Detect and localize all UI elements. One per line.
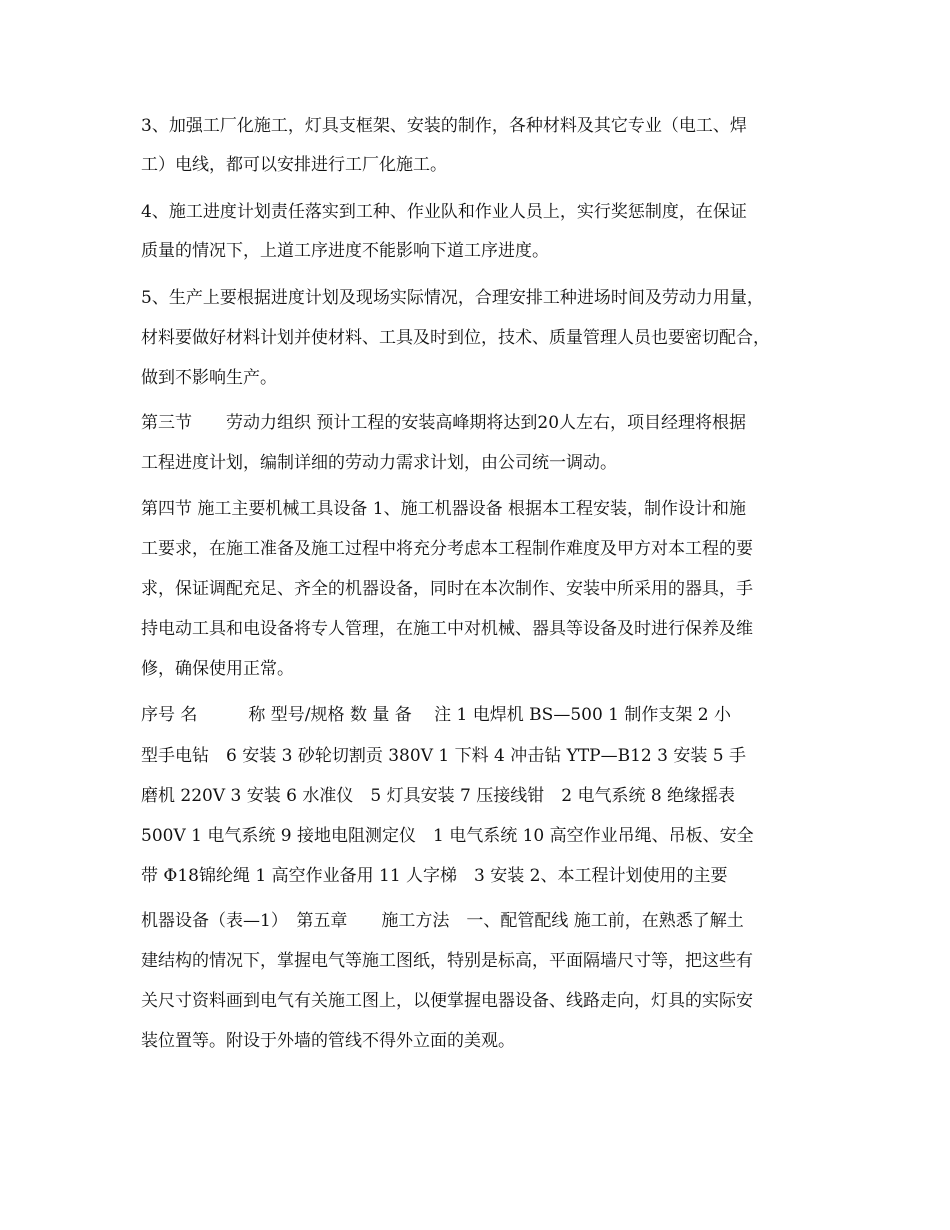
text-line: 材料要做好材料计划并使材料、工具及时到位，技术、质量管理人员也要密切配合， [141,328,770,348]
text-line: 序号 名 称 型号/规格 数 量 备 注 1 电焊机 BS—500 1 制作支架 2 小 [141,705,732,725]
text-line: 第四节 施工主要机械工具设备 1、施工机器设备 根据本工程安装，制作设计和施 [141,499,747,519]
text-line: 质量的情况下，上道工序进度不能影响下道工序进度。 [141,241,549,261]
text-line: 求，保证调配充足、齐全的机器设备，同时在本次制作、安装中所采用的器具，手 [141,579,753,599]
text-line: 修，确保使用正常。 [141,659,294,679]
text-line: 机器设备（表—1） 第五章 施工方法 一、配管配线 施工前，在熟悉了解土 [141,911,744,931]
text-line: 工程进度计划，编制详细的劳动力需求计划，由公司统一调动。 [141,453,617,473]
text-line: 工）电线，都可以安排进行工厂化施工。 [141,155,447,175]
text-line: 做到不影响生产。 [141,368,277,388]
text-line: 第三节 劳动力组织 预计工程的安装高峰期将达到20人左右，项目经理将根据 [141,413,747,433]
text-line: 3、加强工厂化施工，灯具支框架、安装的制作，各种材料及其它专业（电工、焊 [141,116,747,136]
text-line: 工要求，在施工准备及施工过程中将充分考虑本工程制作难度及甲方对本工程的要 [141,539,753,559]
text-line: 5、生产上要根据进度计划及现场实际情况，合理安排工种进场时间及劳动力用量， [141,288,764,308]
text-line: 4、施工进度计划责任落实到工种、作业队和作业人员上，实行奖惩制度，在保证 [141,202,747,222]
text-line: 磨机 220V 3 安装 6 水准仪 5 灯具安装 7 压接线钳 2 电气系统 8 绝缘摇表 [141,786,736,806]
text-line: 装位置等。附设于外墙的管线不得外立面的美观。 [141,1031,515,1051]
text-line: 型手电钻 6 安装 3 砂轮切割贡 380V 1 下料 4 冲击钻 YTP—B12 3 安装 5 手 [141,746,746,766]
text-line: 持电动工具和电设备将专人管理，在施工中对机械、器具等设备及时进行保养及维 [141,619,753,639]
text-line: 带 Φ18锦纶绳 1 高空作业备用 11 人字梯 3 安装 2、本工程计划使用的主要 [141,866,728,886]
text-line: 关尺寸资料画到电气有关施工图上，以便掌握电器设备、线路走向，灯具的实际安 [141,991,753,1011]
text-line: 建结构的情况下，掌握电气等施工图纸，特别是标高，平面隔墙尺寸等，把这些有 [141,951,753,971]
text-line: 500V 1 电气系统 9 接地电阻测定仪 1 电气系统 10 高空作业吊绳、吊板、安全 [141,826,754,846]
